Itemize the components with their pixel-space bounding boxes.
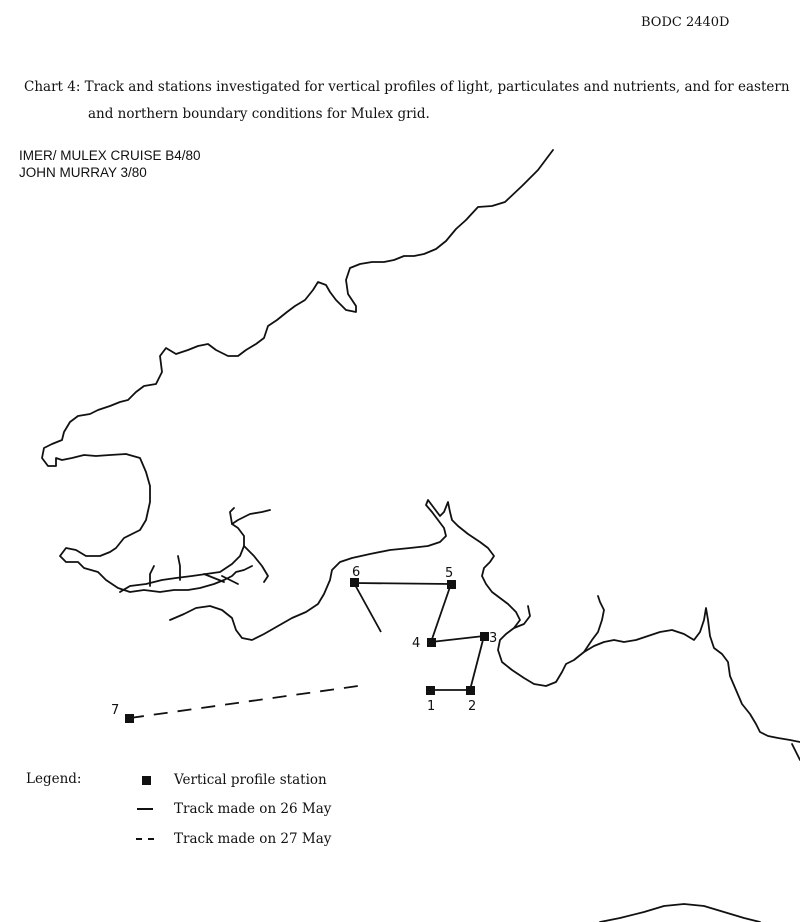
track-26-may-3-2: [470, 636, 484, 690]
legend-item-station: [134, 770, 327, 790]
track-27-may: [130, 686, 358, 718]
station-2-label: 2: [468, 699, 477, 714]
station-4-label: 4: [412, 636, 421, 651]
cruise-label-line-1: IMER/ MULEX CRUISE B4/80: [19, 148, 201, 163]
station-square-icon: [134, 776, 174, 785]
coastline-se: [792, 744, 800, 760]
station-1-marker: [426, 686, 435, 695]
legend-item-track-27-may: [134, 829, 331, 849]
caption-line-1: Chart 4: Track and stations investigated for vertical profiles of light, particulates and nutrients, and for eastern: [24, 79, 790, 95]
estuary-branch-1: [230, 508, 234, 524]
legend-item-label: Track made on 26 May: [174, 801, 332, 817]
document-reference: BODC 2440D: [641, 15, 730, 30]
caption-line-2: and northern boundary conditions for Mulex grid.: [88, 106, 430, 122]
estuary-branch-3: [178, 556, 180, 580]
station-5-label: 5: [445, 566, 454, 581]
station-4-marker: [427, 638, 436, 647]
station-7-label: 7: [111, 703, 120, 718]
station-1-label: 1: [427, 699, 436, 714]
cruise-label-line-2: JOHN MURRAY 3/80: [19, 165, 147, 180]
station-6-label: 6: [352, 565, 361, 580]
coastline-far-south: [600, 904, 760, 922]
dashed-line-icon: [134, 838, 174, 840]
track-26-may-4-3: [431, 636, 484, 642]
station-3-marker: [480, 632, 489, 641]
track-26-may-6-5: [354, 583, 451, 584]
estuary-branch-6: [204, 574, 224, 582]
coastline-south: [170, 500, 800, 742]
coastline-north: [42, 150, 553, 592]
station-2-marker: [466, 686, 475, 695]
solid-line-icon: [134, 808, 174, 810]
estuary-channel: [120, 510, 270, 592]
legend-item-track-26-may: [134, 799, 331, 819]
track-26-may-6-south: [354, 583, 381, 632]
station-5-marker: [447, 580, 456, 589]
track-26-may-5-4: [431, 584, 451, 642]
station-3-label: 3: [489, 631, 498, 646]
legend-item-label: Vertical profile station: [174, 772, 327, 788]
legend-item-label: Track made on 27 May: [174, 831, 332, 847]
station-7-marker: [125, 714, 134, 723]
estuary-branch-2: [244, 546, 268, 582]
legend-title: Legend:: [26, 771, 82, 787]
